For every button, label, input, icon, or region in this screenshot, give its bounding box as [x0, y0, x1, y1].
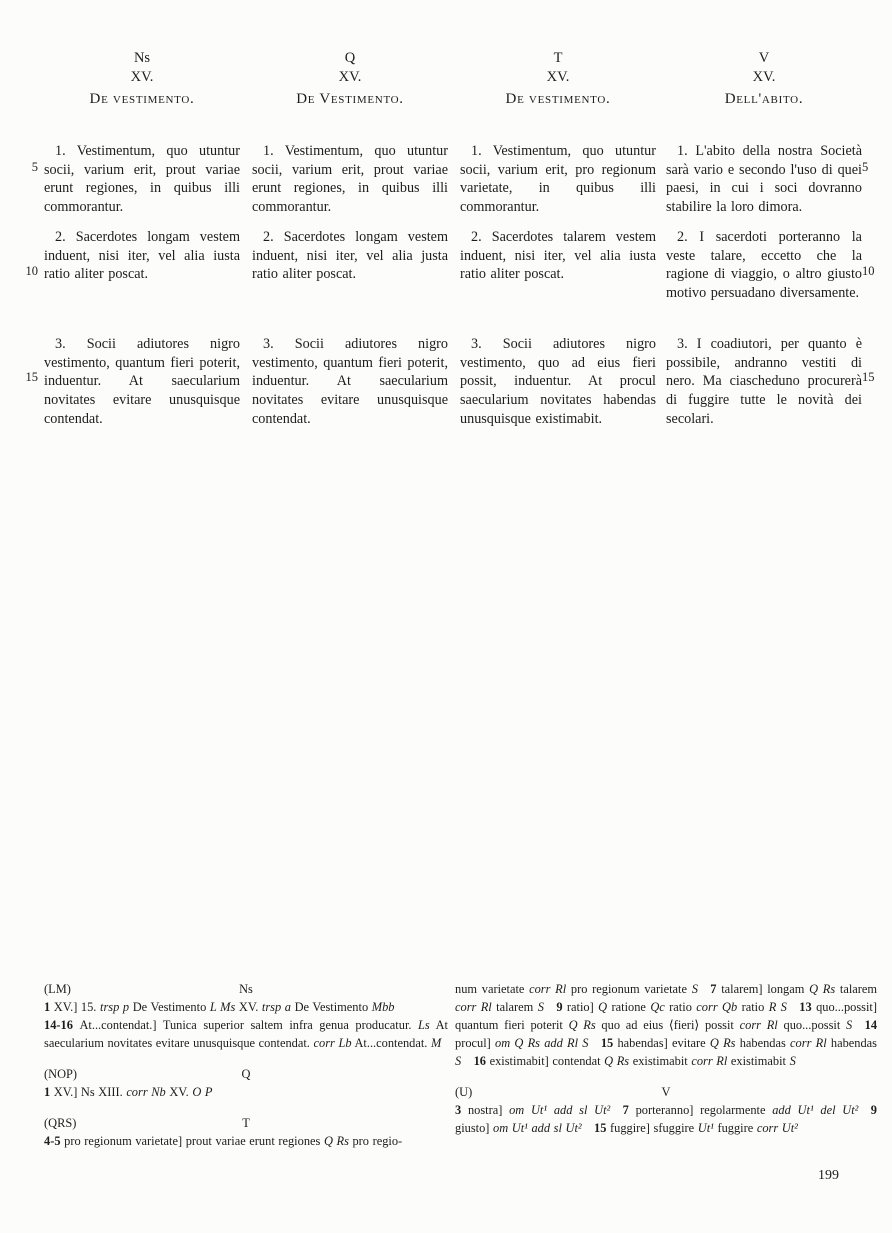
- chapter-number: XV.: [752, 69, 776, 85]
- apparatus-section-qrs: [44, 1114, 448, 1150]
- apparatus-section-header: [44, 1065, 448, 1083]
- apparatus-siglum: Ns: [239, 982, 253, 996]
- witness-group-label: (NOP): [44, 1067, 78, 1081]
- witness-siglum: Ns: [133, 50, 151, 66]
- witness-siglum: Q: [344, 50, 356, 66]
- chapter-number: XV.: [130, 69, 154, 85]
- paragraph-2: 2. Sacerdotes longam vestem induent, nisi iter, vel alia iusta ratio aliter poscat.: [44, 229, 240, 283]
- apparatus-left-column: [44, 980, 448, 1163]
- paragraph-2: 2. Sacerdotes talarem vestem induent, nisi iter, vel alia iusta ratio aliter poscat.: [460, 229, 656, 283]
- line-number-left-5: 5: [31, 160, 38, 174]
- paragraph-1: 1. Vestimentum, quo utuntur socii, varium erit, prout variae erunt regiones, in quibus illi commorantur.: [252, 143, 448, 215]
- apparatus-entry: 14-16 At...contendat.] Tunica superior saltem infra genua producatur. Ls At saecularium novitates evitare unusquisque contendat. corr Lb At...contendat. M: [44, 1018, 448, 1050]
- apparatus-section-u: [455, 1083, 877, 1137]
- chapter-title: De Vestimento.: [296, 91, 404, 107]
- apparatus-siglum: Q: [241, 1067, 251, 1081]
- witness-siglum: T: [553, 50, 563, 66]
- paragraph-1: 1. L'abito della nostra Società sarà vario e secondo l'uso di quei paesi, in cui i soci dovranno stabilire la loro dimora.: [666, 143, 862, 215]
- apparatus-entry: num varietate corr Rl pro regionum varietate S 7 talarem] longam Q Rs talarem corr Rl talarem S 9 ratio] Q ratione Qc ratio corr Qb ratio R S 13 quo...possit] quantum fieri poterit Q Rs quo ad eius ⟨fieri⟩ possit corr Rl quo...possit S 14 procul] om Q Rs add Rl S 15 habendas] evitare Q Rs habendas corr Rl habendas S 16 existimabit] contendat Q Rs existimabit corr Rl existimabit S: [455, 982, 878, 1068]
- paragraph-1: 1. Vestimentum, quo utuntur socii, varium erit, pro regionum varietate, in quibus illi commorantur.: [460, 143, 656, 215]
- apparatus-section-lm: [44, 980, 448, 1052]
- line-number-right-15: 15: [862, 370, 875, 384]
- chapter-title: De vestimento.: [89, 91, 195, 107]
- witness-group-label: (QRS): [44, 1116, 77, 1130]
- line-number-left-10: 10: [25, 264, 38, 278]
- chapter-title: De vestimento.: [505, 91, 611, 107]
- apparatus-entry: 4-5 pro regionum varietate] prout variae erunt regiones Q Rs pro regio-: [44, 1134, 403, 1148]
- witness-siglum: V: [758, 50, 770, 66]
- chapter-number: XV.: [546, 69, 570, 85]
- apparatus-section-header: [455, 1083, 877, 1101]
- line-number-left-15: 15: [25, 370, 38, 384]
- paragraph-2: 2. I sacerdoti porteranno la veste talare, eccetto che la ragione di viaggio, o altro giusto motivo persuadano diversamente.: [666, 229, 862, 301]
- paragraph-3: 3. Socii adiutores nigro vestimento, quo ad eius fieri possit, induentur. At procul saecularium novitates habendas unusquisque existimabit.: [460, 336, 656, 427]
- witness-group-label: (LM): [44, 982, 71, 996]
- column-ns: [44, 50, 240, 470]
- line-number-right-5: 5: [862, 160, 869, 174]
- apparatus-section-nop: [44, 1065, 448, 1101]
- column-q: [252, 50, 448, 470]
- apparatus-siglum: T: [242, 1116, 250, 1130]
- chapter-title: Dell'abito.: [724, 91, 804, 107]
- column-t: [460, 50, 656, 470]
- witness-group-label: (U): [455, 1085, 473, 1099]
- column-v: [666, 50, 862, 470]
- apparatus-siglum: V: [661, 1085, 671, 1099]
- line-number-right-10: 10: [862, 264, 875, 278]
- apparatus-entry: 3 nostra] om Ut¹ add sl Ut² 7 porteranno] regolarmente add Ut¹ del Ut² 9 giusto] om Ut¹ add sl Ut² 15 fuggire] sfuggire Ut¹ fuggire corr Ut²: [455, 1103, 877, 1135]
- paragraph-2: 2. Sacerdotes longam vestem induent, nisi iter, vel alia justa ratio aliter poscat.: [252, 229, 448, 283]
- apparatus-section-qrs-continued: [455, 980, 877, 1070]
- apparatus-entry: 1 XV.] 15. trsp p De Vestimento L Ms XV. trsp a De Vestimento Mbb: [44, 1000, 395, 1014]
- apparatus-section-header: [44, 980, 448, 998]
- apparatus-entry: 1 XV.] Ns XIII. corr Nb XV. O P: [44, 1085, 213, 1099]
- paragraph-3: 3. Socii adiutores nigro vestimento, quantum fieri poterit, induentur. At saecularium novitates evitare unusquisque contendat.: [252, 336, 448, 427]
- page-number: 199: [818, 1168, 839, 1183]
- paragraph-1: 1. Vestimentum, quo utuntur socii, varium erit, prout variae erunt regiones, in quibus illi commorantur.: [44, 143, 240, 215]
- apparatus-right-column: [455, 980, 877, 1150]
- apparatus-section-header: [44, 1114, 448, 1132]
- chapter-number: XV.: [338, 69, 362, 85]
- paragraph-3: 3. Socii adiutores nigro vestimento, quantum fieri poterit, induentur. At saecularium novitates evitare unusquisque contendat.: [44, 336, 240, 427]
- paragraph-3: 3. I coadiutori, per quanto è possibile, andranno vestiti di nero. Ma ciascheduno procurerà di fuggire tutte le novità dei secolari.: [666, 336, 862, 427]
